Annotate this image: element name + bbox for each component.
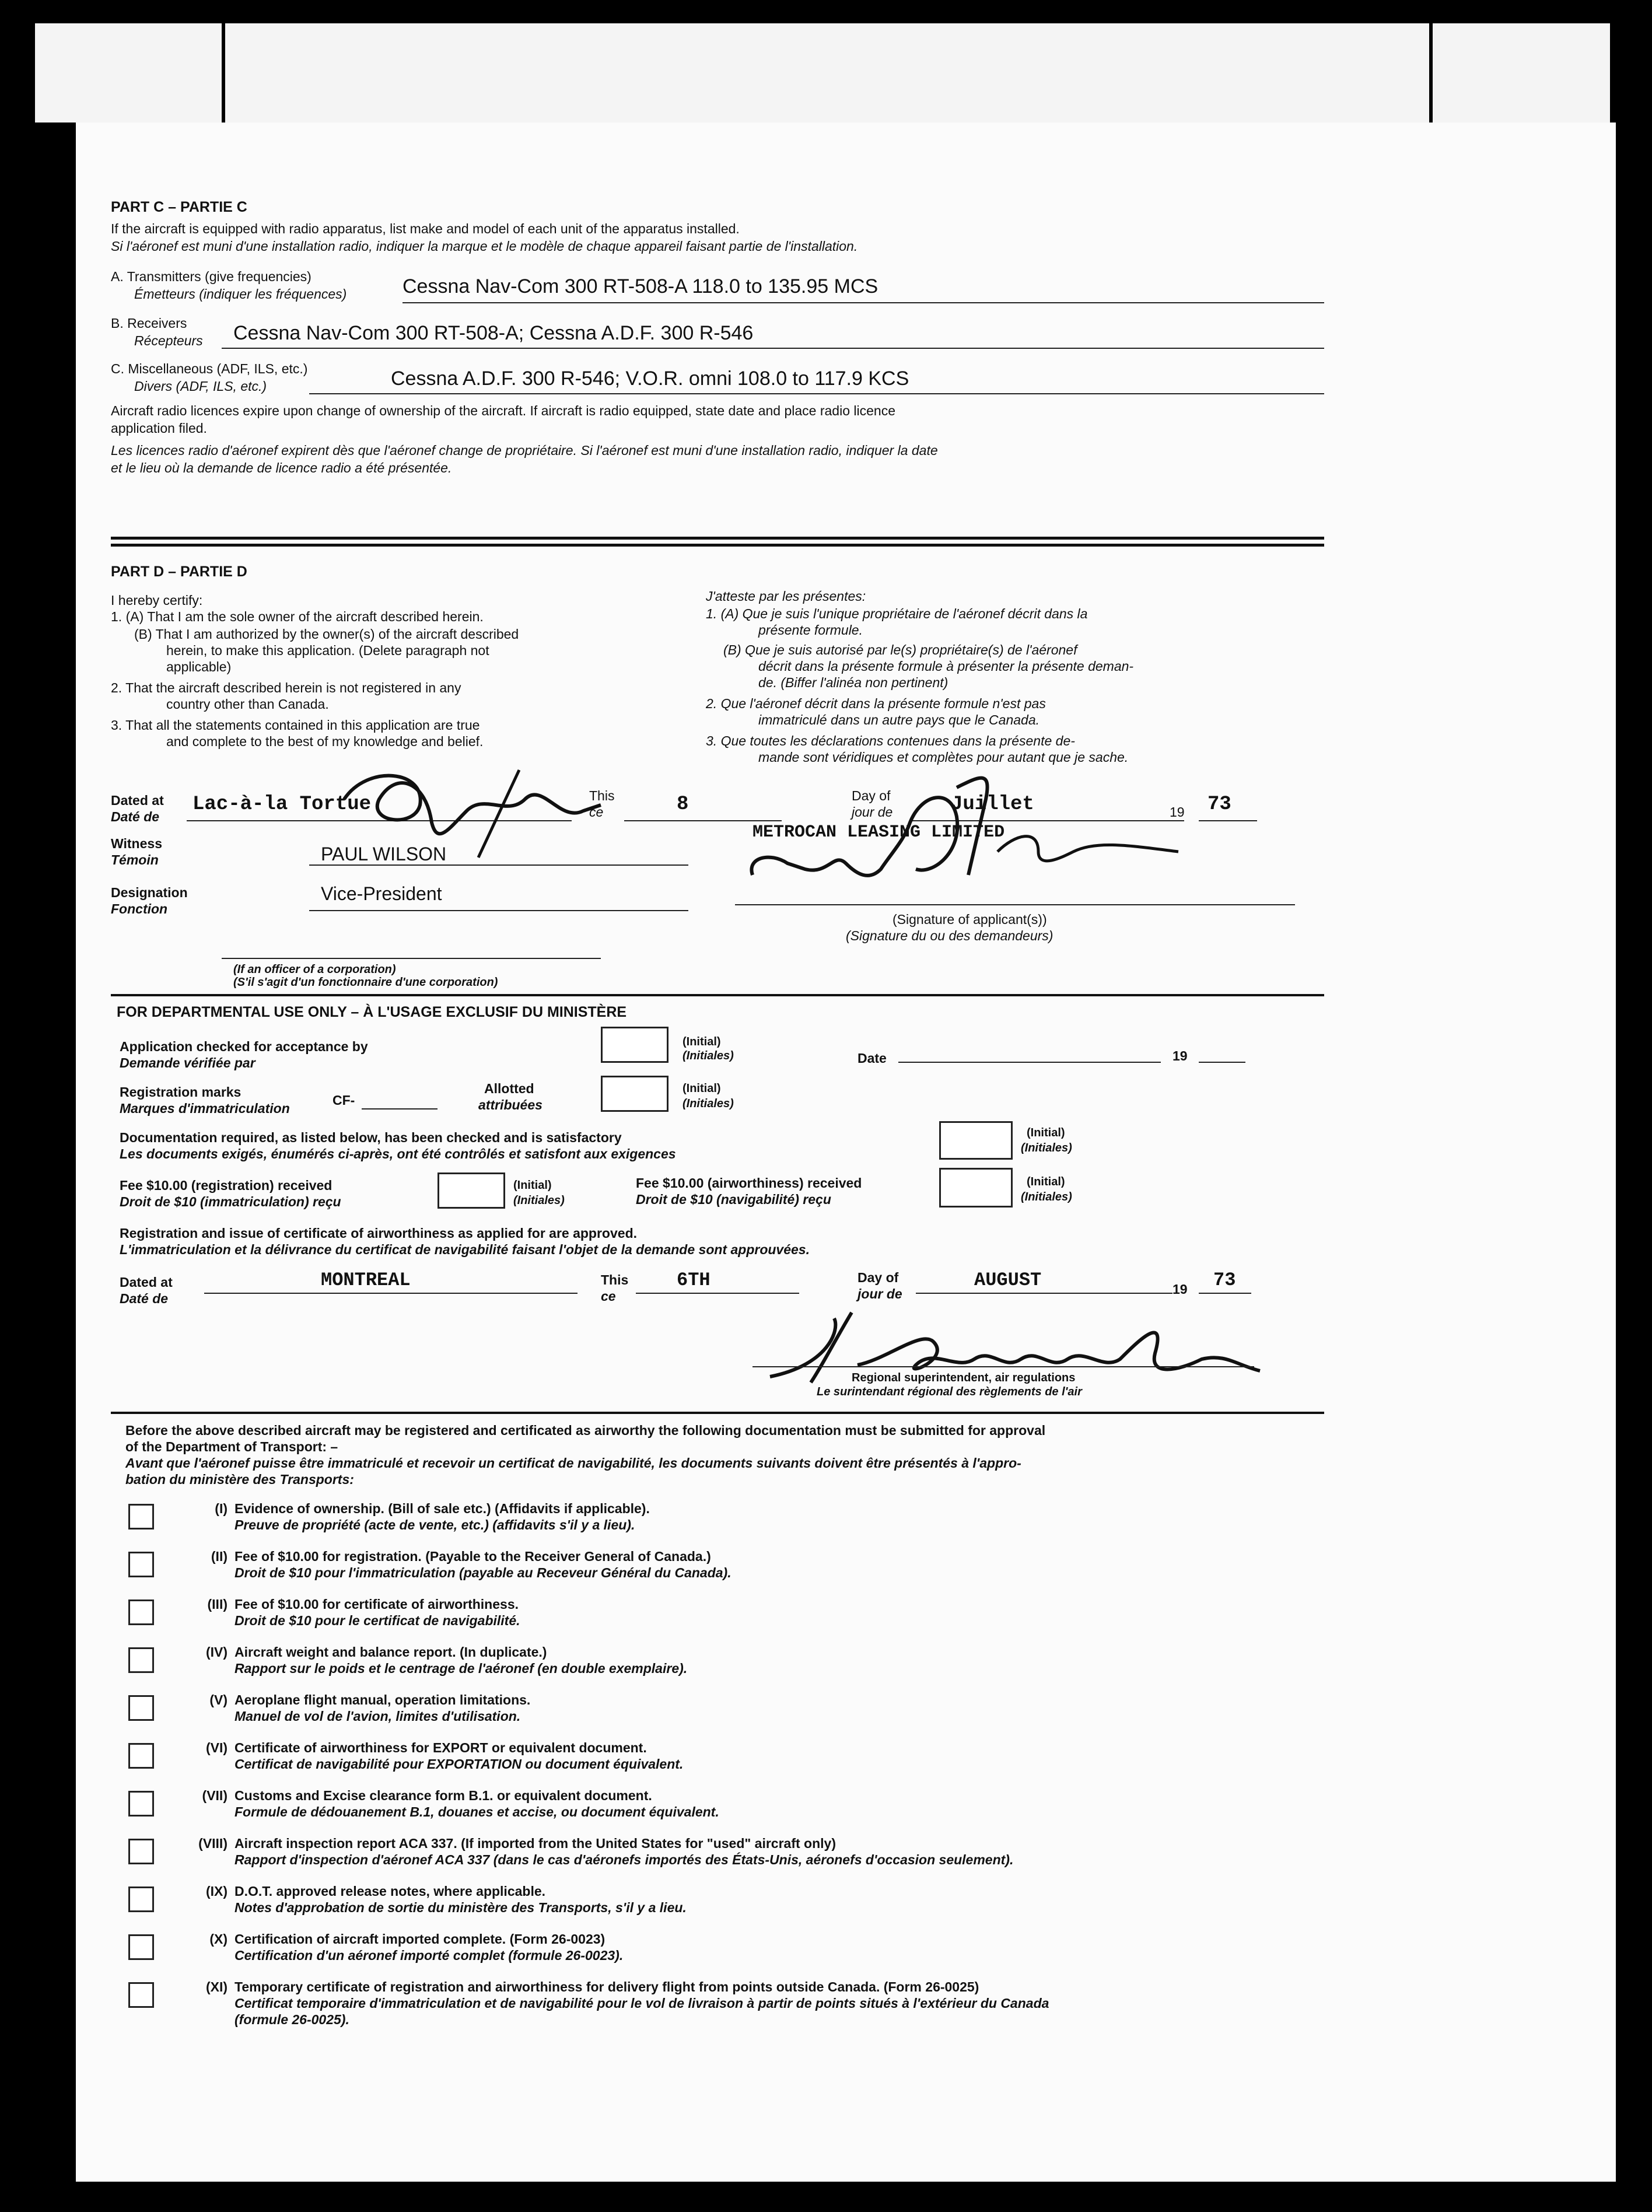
- requirement-number: (VIII): [198, 1836, 228, 1851]
- dept-year-value: 73: [1213, 1269, 1236, 1291]
- dept-this-value: 6TH: [677, 1269, 710, 1291]
- date-line: [898, 1062, 1161, 1063]
- scan-divider: [222, 23, 225, 123]
- misc-value: Cessna A.D.F. 300 R-546; V.O.R. omni 108.0 to 117.9 KCS: [391, 368, 909, 390]
- marks-prefix: CF-: [332, 1093, 355, 1108]
- requirement-number: (VI): [205, 1740, 228, 1755]
- cert-fr-2-1: 2. Que l'aéronef décrit dans la présente formule n'est pas: [706, 696, 1046, 711]
- fee-air-initial-box[interactable]: [939, 1168, 1013, 1208]
- cert-fr-1b-2: décrit dans la présente formule à présenter la présente deman-: [758, 659, 1134, 674]
- requirement-text-en: Fee of $10.00 for certificate of airworthiness.: [235, 1597, 519, 1612]
- requirement-checkbox[interactable]: [128, 1743, 154, 1769]
- designation-value: Vice-President: [321, 883, 442, 904]
- requirement-number: (XI): [205, 1979, 228, 1994]
- cert-en-1a: 1. (A) That I am the sole owner of the aircraft described herein.: [111, 609, 484, 624]
- dept-month-value: AUGUST: [974, 1269, 1042, 1291]
- separator: [111, 537, 1324, 540]
- requirement-number: (X): [209, 1931, 228, 1947]
- separator: [111, 1412, 1324, 1414]
- docs-initial-box[interactable]: [939, 1121, 1013, 1160]
- witness-line: [309, 864, 688, 866]
- requirement-text-en: Aeroplane flight manual, operation limitations.: [235, 1692, 531, 1707]
- officer-label-fr: (S'il s'agit d'un fonctionnaire d'une corporation): [233, 976, 498, 989]
- requirement-text-fr: Certification d'un aéronef importé complet (formule 26-0023).: [235, 1948, 624, 1963]
- requirement-checkbox[interactable]: [128, 1982, 154, 2008]
- receivers-value: Cessna Nav-Com 300 RT-508-A; Cessna A.D.F. 300 R-546: [233, 322, 754, 344]
- receivers-line: [222, 348, 1324, 349]
- witness-label-en: Witness: [111, 836, 162, 851]
- requirement-checkbox[interactable]: [128, 1504, 154, 1530]
- checked-label-fr: Demande vérifiée par: [120, 1055, 256, 1070]
- dated-label-en: Dated at: [111, 793, 164, 808]
- day-label-fr: jour de: [852, 804, 893, 820]
- cert-en-1b-3: applicable): [166, 659, 232, 674]
- certify-en: I hereby certify:: [111, 593, 203, 608]
- requirement-text-en: Certification of aircraft imported complete. (Form 26-0023): [235, 1931, 606, 1947]
- marks-label-fr: Marques d'immatriculation: [120, 1101, 290, 1116]
- fee-air-en: Fee $10.00 (airworthiness) received: [636, 1175, 862, 1191]
- approved-en: Registration and issue of certificate of airworthiness as applied for are approved.: [120, 1226, 638, 1241]
- dept-dated-label-fr: Daté de: [120, 1291, 169, 1306]
- date-year-line: [1199, 1062, 1245, 1063]
- requirement-checkbox[interactable]: [128, 1887, 154, 1912]
- superintendent-line: [752, 1366, 1254, 1367]
- signature-label-en: (Signature of applicant(s)): [892, 912, 1047, 927]
- scan-top-strip: [35, 23, 1610, 123]
- requirement-number: (II): [211, 1549, 228, 1564]
- cert-en-3-2: and complete to the best of my knowledge and belief.: [166, 734, 484, 749]
- requirement-checkbox[interactable]: [128, 1791, 154, 1817]
- initial-label-fr: (Initiales): [513, 1194, 565, 1207]
- marks-line: [362, 1108, 438, 1110]
- receivers-label-fr: Récepteurs: [134, 333, 203, 348]
- month-value: Juillet: [951, 793, 1034, 816]
- signature-label-fr: (Signature du ou des demandeurs): [846, 928, 1054, 943]
- separator: [111, 994, 1324, 996]
- requirement-text-en: Customs and Excise clearance form B.1. or equivalent document.: [235, 1788, 652, 1803]
- transmitters-value: Cessna Nav-Com 300 RT-508-A 118.0 to 135.95 MCS: [402, 275, 878, 298]
- radio-note-en-1: Aircraft radio licences expire upon change of ownership of the aircraft. If aircraft is radio equipped, state date and place radio licence: [111, 403, 895, 418]
- requirement-number: (I): [215, 1501, 228, 1516]
- fee-reg-fr: Droit de $10 (immatriculation) reçu: [120, 1194, 341, 1209]
- requirement-number: (VII): [202, 1788, 228, 1803]
- requirement-checkbox[interactable]: [128, 1647, 154, 1673]
- dept-dated-line: [204, 1293, 578, 1294]
- docs-checked-fr: Les documents exigés, énumérés ci-après, ont été contrôlés et satisfont aux exigences: [120, 1146, 676, 1161]
- fee-air-fr: Droit de $10 (navigabilité) reçu: [636, 1192, 831, 1207]
- transmitters-label-en: A. Transmitters (give frequencies): [111, 269, 312, 284]
- requirement-text-en: Temporary certificate of registration and airworthiness for delivery flight from points outside Canada. (Form 26-0025): [235, 1979, 979, 1994]
- year-value: 73: [1208, 793, 1231, 816]
- cert-en-1b-2: herein, to make this application. (Delete paragraph not: [166, 643, 489, 658]
- dated-label-fr: Daté de: [111, 809, 160, 824]
- dept-year-prefix: 19: [1172, 1282, 1188, 1297]
- misc-label-en: C. Miscellaneous (ADF, ILS, etc.): [111, 361, 308, 376]
- docs-checked-en: Documentation required, as listed below, has been checked and is satisfactory: [120, 1130, 622, 1145]
- fee-reg-initial-box[interactable]: [438, 1172, 505, 1209]
- dept-year-line: [1199, 1293, 1251, 1294]
- checked-label-en: Application checked for acceptance by: [120, 1039, 368, 1054]
- this-label-en: This: [589, 788, 615, 803]
- part-c-intro-fr: Si l'aéronef est muni d'une installation radio, indiquer la marque et le modèle de chaque appareil faisant partie de l'installation.: [111, 239, 858, 254]
- allotted-initial-box[interactable]: [601, 1076, 668, 1112]
- requirement-text-fr-cont: (formule 26-0025).: [235, 2012, 349, 2027]
- initial-label-fr: (Initiales): [1021, 1191, 1072, 1203]
- requirement-text-fr: Manuel de vol de l'avion, limites d'utilisation.: [235, 1709, 521, 1724]
- cert-fr-3-1: 3. Que toutes les déclarations contenues dans la présente de-: [706, 733, 1075, 748]
- officer-label-en: (If an officer of a corporation): [233, 963, 396, 976]
- designation-label-fr: Fonction: [111, 901, 168, 916]
- cert-en-3-1: 3. That all the statements contained in this application are true: [111, 718, 480, 733]
- cert-fr-3-2: mande sont véridiques et complètes pour autant que je sache.: [758, 750, 1129, 765]
- requirement-checkbox[interactable]: [128, 1600, 154, 1625]
- year-prefix: 19: [1170, 804, 1185, 820]
- cert-en-2-1: 2. That the aircraft described herein is not registered in any: [111, 680, 461, 695]
- requirement-text-en: Certificate of airworthiness for EXPORT or equivalent document.: [235, 1740, 647, 1755]
- witness-signature: [332, 758, 615, 863]
- applicant-sign-line: [735, 904, 1295, 905]
- requirement-checkbox[interactable]: [128, 1695, 154, 1721]
- officer-line: [222, 958, 601, 959]
- marks-label-en: Registration marks: [120, 1084, 242, 1100]
- requirement-text-fr: Notes d'approbation de sortie du ministère des Transports, s'il y a lieu.: [235, 1900, 687, 1915]
- requirements-intro-en-2: of the Department of Transport: –: [125, 1439, 338, 1454]
- cert-fr-1a-1: 1. (A) Que je suis l'unique propriétaire de l'aéronef décrit dans la: [706, 606, 1088, 621]
- company-name: METROCAN LEASING LIMITED: [752, 822, 1005, 842]
- superintendent-label-en: Regional superintendent, air regulations: [852, 1371, 1076, 1384]
- separator: [111, 544, 1324, 547]
- requirement-text-fr: Rapport sur le poids et le centrage de l'aéronef (en double exemplaire).: [235, 1661, 688, 1676]
- cert-en-2-2: country other than Canada.: [166, 696, 329, 712]
- requirement-text-en: D.O.T. approved release notes, where applicable.: [235, 1884, 546, 1899]
- date-label: Date: [858, 1051, 887, 1066]
- requirement-text-fr: Droit de $10 pour le certificat de navigabilité.: [235, 1613, 520, 1628]
- requirements-intro-en-1: Before the above described aircraft may be registered and certificated as airworthy the following documentation must be submitted for approval: [125, 1423, 1046, 1438]
- day-label-en: Day of: [852, 788, 891, 803]
- dept-day-en: Day of: [858, 1270, 899, 1285]
- dated-value: Lac-à-la Tortue: [192, 793, 372, 816]
- dept-this-fr: ce: [601, 1289, 616, 1304]
- requirement-checkbox[interactable]: [128, 1839, 154, 1864]
- cert-en-1b-1: (B) That I am authorized by the owner(s) of the aircraft described: [134, 626, 519, 642]
- radio-note-fr-2: et le lieu où la demande de licence radio a été présentée.: [111, 460, 452, 475]
- cert-fr-1a-2: présente formule.: [758, 622, 863, 638]
- initial-label: (Initial): [1027, 1126, 1065, 1139]
- initial-label-fr: (Initiales): [682, 1049, 734, 1062]
- superintendent-label-fr: Le surintendant régional des règlements de l'air: [817, 1385, 1082, 1398]
- requirement-text-fr: Certificat temporaire d'immatriculation et de navigabilité pour le vol de livraison à partir de points situés à l'extérieur du Canada: [235, 1996, 1049, 2011]
- requirement-number: (IX): [205, 1884, 228, 1899]
- part-d-heading: PART D – PARTIE D: [111, 564, 247, 580]
- approved-fr: L'immatriculation et la délivrance du certificat de navigabilité faisant l'objet de la demande sont approuvées.: [120, 1242, 810, 1257]
- initial-label: (Initial): [1027, 1175, 1065, 1188]
- requirement-text-fr: Certificat de navigabilité pour EXPORTATION ou document équivalent.: [235, 1756, 684, 1772]
- requirement-text-en: Aircraft inspection report ACA 337. (If imported from the United States for "used" aircraft only): [235, 1836, 836, 1851]
- requirement-text-en: Evidence of ownership. (Bill of sale etc.) (Affidavits if applicable).: [235, 1501, 650, 1516]
- receivers-label-en: B. Receivers: [111, 316, 187, 331]
- this-value: 8: [677, 793, 689, 816]
- dept-day-fr: jour de: [858, 1286, 902, 1301]
- cert-fr-1b-3: de. (Biffer l'alinéa non pertinent): [758, 675, 949, 690]
- witness-value: PAUL WILSON: [321, 844, 447, 864]
- form-page: [76, 123, 1616, 2182]
- transmitters-label-fr: Émetteurs (indiquer les fréquences): [134, 286, 347, 302]
- dept-heading: FOR DEPARTMENTAL USE ONLY – À L'USAGE EXCLUSIF DU MINISTÈRE: [117, 1004, 627, 1020]
- initial-label: (Initial): [682, 1082, 721, 1095]
- date-year-prefix: 19: [1172, 1048, 1188, 1063]
- misc-label-fr: Divers (ADF, ILS, etc.): [134, 379, 267, 394]
- scan-divider: [1429, 23, 1433, 123]
- allotted-label-fr: attribuées: [478, 1097, 542, 1112]
- requirement-text-en: Fee of $10.00 for registration. (Payable to the Receiver General of Canada.): [235, 1549, 711, 1564]
- requirements-intro-fr-1: Avant que l'aéronef puisse être immatriculé et recevoir un certificat de navigabilité, les documents suivants doivent être présentés à l'appro-: [125, 1455, 1021, 1471]
- cert-fr-1b-1: (B) Que je suis autorisé par le(s) propriétaire(s) de l'aéronef: [723, 642, 1077, 657]
- requirement-checkbox[interactable]: [128, 1552, 154, 1577]
- requirement-text-fr: Formule de dédouanement B.1, douanes et accise, ou document équivalent.: [235, 1804, 719, 1819]
- designation-line: [309, 910, 688, 911]
- allotted-label-en: Allotted: [484, 1081, 534, 1096]
- dept-this-line: [636, 1293, 799, 1294]
- dept-dated-value: MONTREAL: [321, 1269, 411, 1291]
- transmitters-line: [402, 302, 1324, 303]
- requirements-intro-fr-2: bation du ministère des Transports:: [125, 1472, 354, 1487]
- requirement-checkbox[interactable]: [128, 1934, 154, 1960]
- requirement-number: (III): [207, 1597, 228, 1612]
- fee-reg-en: Fee $10.00 (registration) received: [120, 1178, 332, 1193]
- dept-month-line: [916, 1293, 1172, 1294]
- requirement-number: (V): [209, 1692, 228, 1707]
- requirement-text-en: Aircraft weight and balance report. (In duplicate.): [235, 1644, 547, 1660]
- requirement-text-fr: Droit de $10 pour l'immatriculation (payable au Receveur Général du Canada).: [235, 1565, 732, 1580]
- requirement-text-fr: Preuve de propriété (acte de vente, etc.) (affidavits s'il y a lieu).: [235, 1517, 635, 1532]
- this-label-fr: ce: [589, 804, 604, 820]
- initial-label: (Initial): [513, 1179, 552, 1192]
- requirement-text-fr: Rapport d'inspection d'aéronef ACA 337 (dans le cas d'aéronefs importés des États-Unis, aéronefs d'occasion seulement).: [235, 1852, 1014, 1867]
- dept-dated-label-en: Dated at: [120, 1275, 173, 1290]
- radio-note-en-2: application filed.: [111, 421, 207, 436]
- certify-fr: J'atteste par les présentes:: [706, 589, 866, 604]
- part-c-heading: PART C – PARTIE C: [111, 199, 247, 215]
- requirement-number: (IV): [205, 1644, 228, 1660]
- part-c-intro-en: If the aircraft is equipped with radio apparatus, list make and model of each unit of the apparatus installed.: [111, 221, 740, 236]
- checked-initial-box[interactable]: [601, 1027, 668, 1063]
- cert-fr-2-2: immatriculé dans un autre pays que le Canada.: [758, 712, 1040, 727]
- initial-label: (Initial): [682, 1035, 721, 1048]
- misc-line: [309, 393, 1324, 394]
- initial-label-fr: (Initiales): [682, 1097, 734, 1110]
- designation-label-en: Designation: [111, 885, 188, 900]
- initial-label-fr: (Initiales): [1021, 1142, 1072, 1154]
- dept-this-en: This: [601, 1272, 629, 1287]
- witness-label-fr: Témoin: [111, 852, 159, 867]
- radio-note-fr-1: Les licences radio d'aéronef expirent dès que l'aéronef change de propriétaire. Si l'aéronef est muni d'une installation radio, indiquer la date: [111, 443, 938, 458]
- applicant-signature: [735, 764, 1260, 904]
